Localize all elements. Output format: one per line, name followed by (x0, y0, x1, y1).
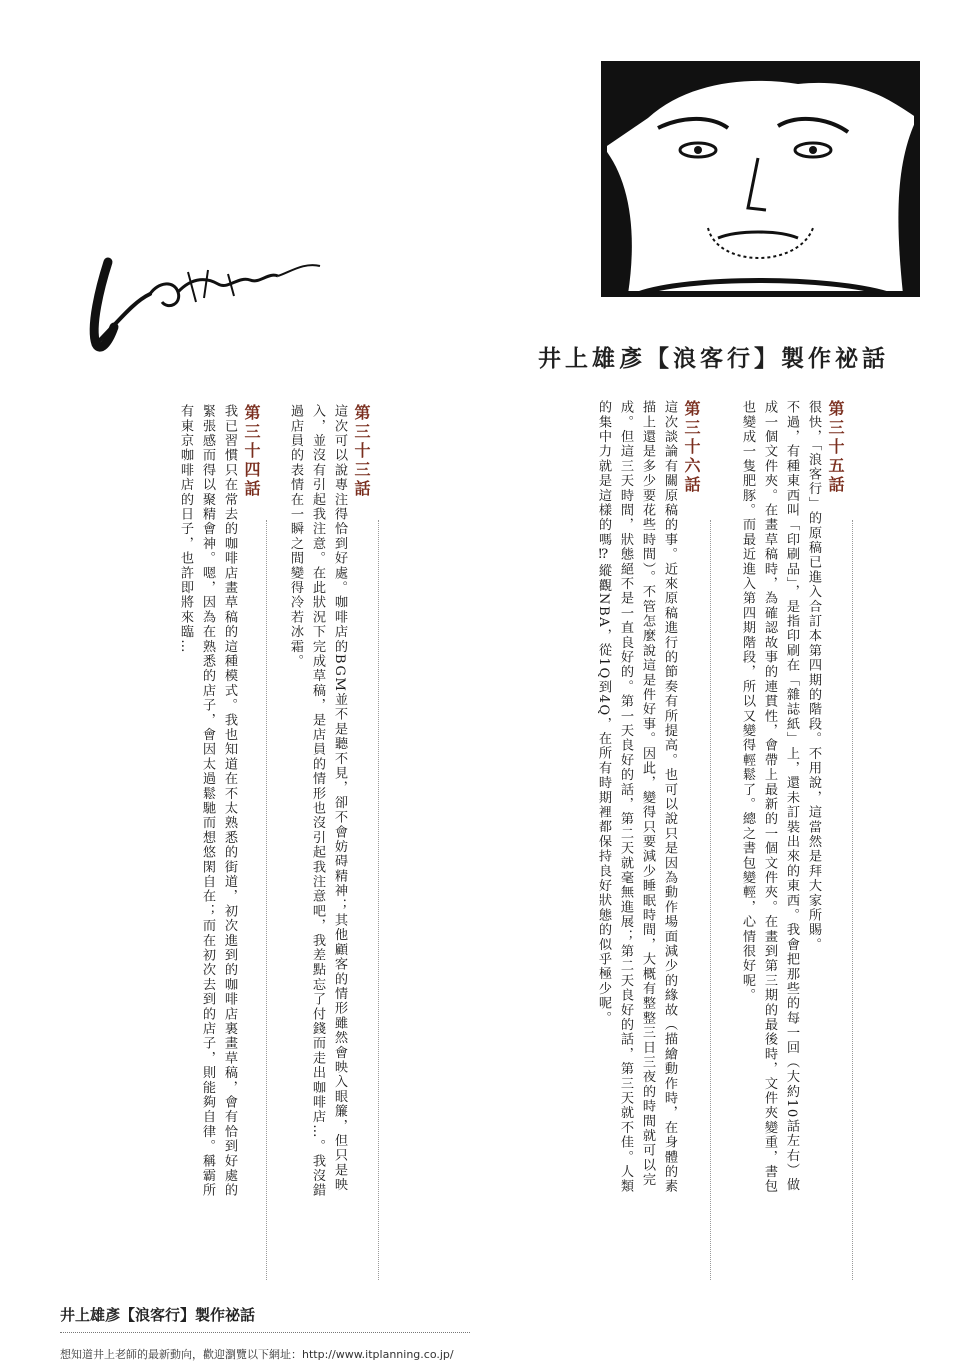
text-line: 成。但這三天時間，狀態絕不是一直良好的。第一天良好的話，第二天就毫無進展；第二天良好的話，第三天就不佳。人類 (618, 400, 633, 1194)
footer-note: 想知道井上老師的最新動向，歡迎瀏覽以下網址：http://www.itplanning.co.jp/ (60, 1348, 454, 1361)
dotted-guide (378, 520, 379, 1280)
text-line: 過店員的表情在一瞬之間變得冷若冰霜。 (288, 404, 303, 669)
section-heading: 第三十三話 (352, 404, 371, 499)
text-line: 有東京咖啡店的日子，也許即將來臨… (178, 404, 193, 654)
text-line: 的集中力就是這樣的嗎⁉縱觀NBA，從1Q到4Q，在所有時期裡都保持良好狀態的似乎極少呢。 (596, 400, 611, 1026)
text-line: 成一個文件夾。在畫草稿時，為確認故事的連貫性，會帶上最新的一個文件夾。在畫到第三期的最後時，文件夾變重，書包 (762, 400, 777, 1194)
section-36 (592, 400, 702, 1280)
text-line: 也變成一隻肥豚。而最近進入第四期階段，所以又變得輕鬆了。總之書包變輕，心情很好呢。 (740, 400, 755, 1003)
text-line: 緊張感而得以聚精會神。嗯，因為在熟悉的店子，會因太過鬆馳而想悠閑自在；而在初次去到的店子，則能夠自律。稱霸所 (200, 404, 215, 1198)
section-34 (174, 404, 262, 1284)
dotted-guide (710, 520, 711, 1280)
section-heading: 第三十四話 (242, 404, 261, 499)
section-35 (736, 400, 846, 1280)
footer-divider (60, 1332, 470, 1333)
text-line: 我已習慣只在常去的咖啡店畫草稿的這種模式。我也知道在不太熟悉的街道，初次進到的咖啡店裏畫草稿，會有恰到好處的 (222, 404, 237, 1198)
portrait-image (598, 58, 923, 300)
dotted-guide (266, 520, 267, 1280)
section-33 (284, 404, 372, 1284)
text-line: 描上還是多少要花些時間）。不管怎麼說這是件好事。因此，變得只要減少睡眠時間，大概有整整三日三夜的時間就可以完 (640, 400, 655, 1188)
text-line: 入，並沒有引起我注意。在此狀況下完成草稿，是店員的情形也沒引起我注意吧，我差點忘了付錢而走出咖啡店…。我沒錯 (310, 404, 325, 1198)
text-line: 這次談論有關原稿的事。近來原稿進行的節奏有所提高。也可以說只是因為動作場面減少的緣故（描繪動作時，在身體的素 (662, 400, 677, 1194)
page-title: 井上雄彥【浪客行】製作祕話 (538, 346, 889, 372)
text-line: 不過，有種東西叫「印刷品」，是指印刷在「雜誌紙」上，還未訂裝出來的東西。我會把那些的每一回（大約10話左右）做 (784, 400, 799, 1193)
section-heading: 第三十六話 (682, 400, 701, 495)
signature-image (78, 232, 328, 357)
footer-title: 井上雄彥【浪客行】製作祕話 (60, 1306, 256, 1324)
text-line: 這次可以說專注得恰到好處。咖啡店的BGM並不是聽不見，卻不會妨碍精神；其他顧客的情形雖然會映入眼簾，但只是映 (332, 404, 347, 1193)
text-line: 很快，「浪客行」的原稿已進入合訂本第四期的階段。不用說，這當然是拜大家所賜。 (806, 400, 821, 952)
section-heading: 第三十五話 (826, 400, 845, 495)
dotted-guide (852, 520, 853, 1280)
